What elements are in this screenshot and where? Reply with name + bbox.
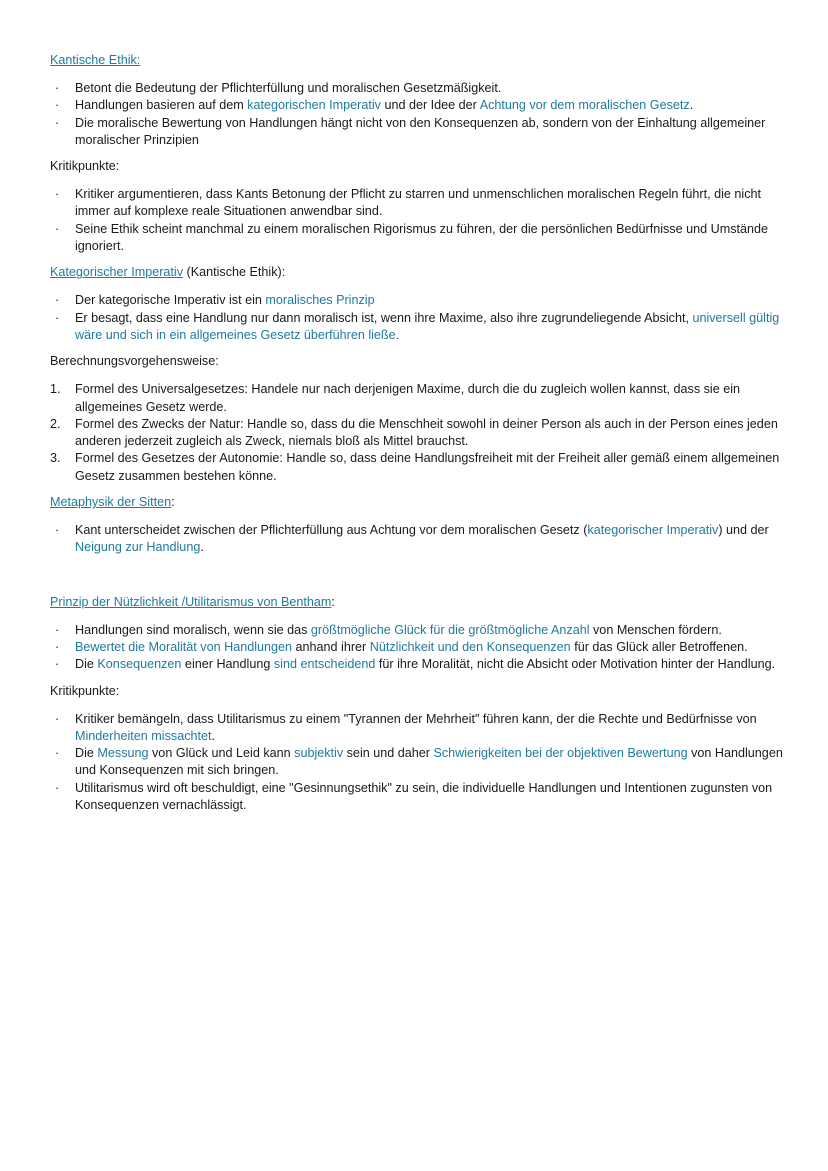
text-segment: ) und der <box>718 523 769 538</box>
text-segment: Kritiker argumentieren, dass Kants Betonung der Pflicht zu starren und unmenschlichen moralischen Regeln führt, die nicht immer auf komplexe reale Situationen anwendbar sind. <box>75 187 762 219</box>
text-segment: . <box>200 540 204 555</box>
bullet-icon: · <box>55 115 60 130</box>
bullet-icon: · <box>55 622 60 637</box>
categorical-imperative-heading: Kategorischer Imperativ (Kantische Ethik): <box>50 265 286 280</box>
highlighted-term: größtmögliche Glück für die größtmögliche Anzahl <box>310 622 590 637</box>
utilitarianism-heading: Prinzip der Nützlichkeit /Utilitarismus von Bentham: <box>50 594 335 609</box>
highlighted-term: universell gültig wäre und sich in ein allgemeines Gesetz überführen ließe. <box>75 310 780 342</box>
item-number: 2. <box>50 416 61 431</box>
highlighted-term: moralisches Prinzip <box>265 293 375 308</box>
bullet-item <box>50 186 784 221</box>
text-segment: Formel des Universalgesetzes: Handele nur nach derjenigen Maxime, durch die du zugleich wollen kannst, dass sie ein allgemeines Gesetz werde. <box>75 382 741 414</box>
text-segment: Betont die Bedeutung der Pflichterfüllung und moralischen Gesetzmäßigkeit. <box>75 81 502 95</box>
bullet-item <box>50 711 784 746</box>
bullet-item <box>50 310 784 345</box>
bullet-icon: · <box>55 523 60 538</box>
bullet-icon: · <box>55 780 60 795</box>
bullet-item <box>50 221 784 256</box>
bullet-item <box>50 622 784 639</box>
bullet-item <box>50 656 784 673</box>
numbered-item <box>50 416 784 451</box>
text-segment: Seine Ethik scheint manchmal zu einem moralischen Rigorismus zu führen, der die persönlichen Bedürfnisse und Umstände ignoriert. <box>75 221 769 254</box>
metaphysics-heading: Metaphysik der Sitten: <box>50 495 175 510</box>
text-segment: Die <box>75 746 98 761</box>
text-segment: anhand ihrer <box>292 639 370 654</box>
highlighted-term: Nützlichkeit und den Konsequenzen <box>369 639 571 654</box>
bullet-icon: · <box>55 98 60 113</box>
bullet-item <box>50 115 784 150</box>
calculation-procedure-heading: Berechnungsvorgehensweise: <box>50 354 219 369</box>
highlighted-term: kategorischen Imperativ <box>247 98 381 113</box>
bullet-item <box>50 292 784 309</box>
bullet-icon: · <box>55 310 60 325</box>
text-segment: einer Handlung <box>181 657 274 672</box>
text-segment: Handlungen basieren auf dem <box>75 98 248 113</box>
utilitarianism-criticism-heading: Kritikpunkte: <box>50 683 120 698</box>
bullet-icon: · <box>55 746 60 761</box>
text-segment: und der Idee der <box>380 98 480 113</box>
highlighted-term: Messung <box>97 746 149 761</box>
text-segment: Der kategorische Imperativ ist ein <box>75 293 266 308</box>
text-segment: Formel des Gesetzes der Autonomie: Handle so, dass deine Handlungsfreiheit mit der Freiheit aller gemäß einem allgemeinen Gesetz zusammen bestehen könne. <box>75 451 780 483</box>
text-segment: für ihre Moralität, nicht die Absicht oder Motivation hinter der Handlung. <box>375 657 776 672</box>
text-segment: sein und daher <box>343 746 434 761</box>
text-segment: Die moralische Bewertung von Handlungen hängt nicht von den Konsequenzen ab, sondern von der Einhaltung allgemeiner moralischer Prinzipien <box>75 115 766 147</box>
bullet-item <box>50 522 784 557</box>
text-segment: Die <box>75 657 98 672</box>
bullet-icon: · <box>55 187 60 202</box>
kantian-ethics-list <box>50 80 784 149</box>
highlighted-term: Konsequenzen <box>97 657 182 672</box>
text-segment: Formel des Zwecks der Natur: Handle so, dass du die Menschheit sowohl in deiner Person als auch in der Person eines jeden anderen jederzeit zugleich als Zweck, niemals bloß als Mittel brauchst. <box>75 416 778 449</box>
bullet-item <box>50 780 784 815</box>
item-number: 1. <box>50 382 61 397</box>
highlighted-term: subjektiv <box>294 746 344 761</box>
text-segment: von Handlungen und Konsequenzen mit sich bringen. <box>75 746 783 778</box>
highlighted-term: Neigung zur Handlung <box>75 540 201 555</box>
highlighted-term: Bewertet die Moralität von Handlungen <box>75 639 293 654</box>
text-segment: . <box>211 728 215 743</box>
bullet-item <box>50 745 784 780</box>
highlighted-term: Achtung vor dem moralischen Gesetz <box>479 98 690 113</box>
bullet-icon: · <box>55 221 60 236</box>
categorical-imperative-list <box>50 292 784 344</box>
utilitarianism-criticism-list <box>50 711 784 815</box>
text-segment: Handlungen sind moralisch, wenn sie das <box>75 622 311 637</box>
text-segment: von Menschen fördern. <box>589 622 722 637</box>
bullet-icon: · <box>55 711 60 726</box>
text-segment: Er besagt, dass eine Handlung nur dann moralisch ist, wenn ihre Maxime, also ihre zugrundeliegende Absicht, <box>75 310 693 325</box>
highlighted-term: Minderheiten missachtet <box>75 728 212 743</box>
kant-criticism-list <box>50 186 784 255</box>
kant-criticism-heading: Kritikpunkte: <box>50 159 120 174</box>
section-spacer <box>50 566 784 594</box>
utilitarianism-list <box>50 622 784 674</box>
text-segment: Kritiker bemängeln, dass Utilitarismus zu einem "Tyrannen der Mehrheit" führen kann, der die Rechte und Bedürfnisse von <box>75 711 757 726</box>
item-number: 3. <box>50 451 61 466</box>
highlighted-term: sind entscheidend <box>273 657 376 672</box>
numbered-item <box>50 381 784 416</box>
bullet-icon: · <box>55 81 60 95</box>
metaphysics-list <box>50 522 784 557</box>
bullet-item <box>50 80 784 97</box>
bullet-icon: · <box>55 293 60 308</box>
formula-list <box>50 381 784 485</box>
numbered-item <box>50 450 784 485</box>
highlighted-term: Schwierigkeiten bei der objektiven Bewertung <box>433 746 688 761</box>
bullet-item <box>50 97 784 114</box>
highlighted-term: kategorischer Imperativ <box>587 523 719 538</box>
text-segment: Utilitarismus wird oft beschuldigt, eine "Gesinnungsethik" zu sein, die individuelle Handlungen und Intentionen zugunsten von Konsequenzen vernachlässigt. <box>75 780 773 813</box>
text-segment: Kant unterscheidet zwischen der Pflichterfüllung aus Achtung vor dem moralischen Gesetz ( <box>75 523 588 538</box>
text-segment: von Glück und Leid kann <box>148 746 295 761</box>
text-segment: . <box>689 98 694 113</box>
text-segment: für das Glück aller Betroffenen. <box>570 639 748 654</box>
bullet-item <box>50 639 784 656</box>
bullet-icon: · <box>55 639 60 654</box>
kantian-ethics-heading: Kantische Ethik: <box>50 53 141 67</box>
bullet-icon: · <box>55 657 60 672</box>
